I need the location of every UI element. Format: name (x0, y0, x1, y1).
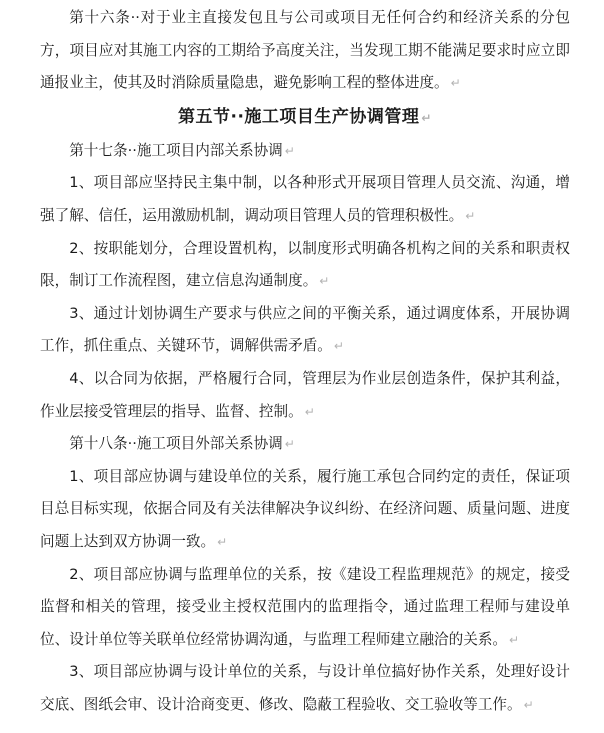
paragraph-mark-icon: ↵ (284, 143, 295, 158)
section-heading (40, 100, 570, 135)
paragraph-mark-icon: ↵ (284, 437, 295, 452)
paragraph-text: 1、项目部应坚持民主集中制，以各种形式开展项目管理人员交流、沟通，增强了解、信任，运用激励机制，调动项目管理人员的管理积极性。 (40, 174, 570, 224)
paragraph-text: 第十八条··施工项目外部关系协调 (69, 435, 283, 453)
paragraph-text: 3、项目部应协调与设计单位的关系，与设计单位搞好协作关系，处理好设计交底、图纸会审、设计洽商变更、修改、隐蔽工程验收、交工验收等工作。 (40, 663, 570, 713)
article-17-title (40, 135, 570, 168)
paragraph-external-3 (40, 656, 570, 721)
paragraph-mark-icon: ↵ (421, 110, 432, 125)
paragraph-text: 1、项目部应协调与建设单位的关系，履行施工承包合同约定的责任，保证项目总目标实现，依据合同及有关法律解决争议纠纷、在经济问题、质量问题、进度问题上达到双方协调一致。 (40, 467, 570, 550)
section-heading-text: 第五节··施工项目生产协调管理 (178, 106, 420, 127)
paragraph-mark-icon: ↵ (304, 404, 315, 419)
paragraph-text: 2、按职能划分，合理设置机构，以制度形式明确各机构之间的关系和职责权限，制订工作流程图，建立信息沟通制度。 (40, 239, 570, 290)
paragraph-external-2 (40, 559, 570, 657)
paragraph-mark-icon: ↵ (319, 274, 330, 289)
paragraph-mark-icon: ↵ (509, 632, 520, 647)
paragraph-internal-4 (40, 363, 570, 428)
paragraph-text: 第十六条··对于业主直接发包且与公司或项目无任何合约和经济关系的分包方，项目应对其施工内容的工期给予高度关注，当发现工期不能满足要求时应立即通报业主，使其及时消除质量隐患，避免影响工程的整体进度。 (40, 9, 570, 92)
paragraph-text: 第十七条··施工项目内部关系协调 (69, 141, 283, 159)
paragraph-external-1 (40, 461, 570, 559)
paragraph-text: 3、通过计划协调生产要求与供应之间的平衡关系，通过调度体系，开展协调工作，抓住重点、关键环节，调解供需矛盾。 (40, 304, 570, 355)
paragraph-text: 2、项目部应协调与监理单位的关系，按《建设工程监理规范》的规定，接受监督和相关的管理，接受业主授权范围内的监理指令，通过监理工程师与建设单位、设计单位等关联单位经常协调沟通，与监理工程师建立融洽的关系。 (40, 565, 570, 648)
paragraph-internal-2 (40, 233, 570, 298)
article-18-title (40, 428, 570, 461)
paragraph-text: 4、以合同为依据，严格履行合同，管理层为作业层创造条件，保护其利益，作业层接受管理层的指导、监督、控制。 (40, 369, 570, 420)
paragraph-article-16 (40, 2, 570, 100)
paragraph-internal-3 (40, 298, 570, 363)
paragraph-mark-icon: ↵ (217, 534, 228, 549)
paragraph-mark-icon: ↵ (523, 697, 534, 712)
paragraph-internal-1 (40, 167, 570, 232)
paragraph-mark-icon: ↵ (450, 76, 461, 91)
paragraph-mark-icon: ↵ (333, 339, 344, 354)
paragraph-mark-icon: ↵ (465, 208, 476, 223)
